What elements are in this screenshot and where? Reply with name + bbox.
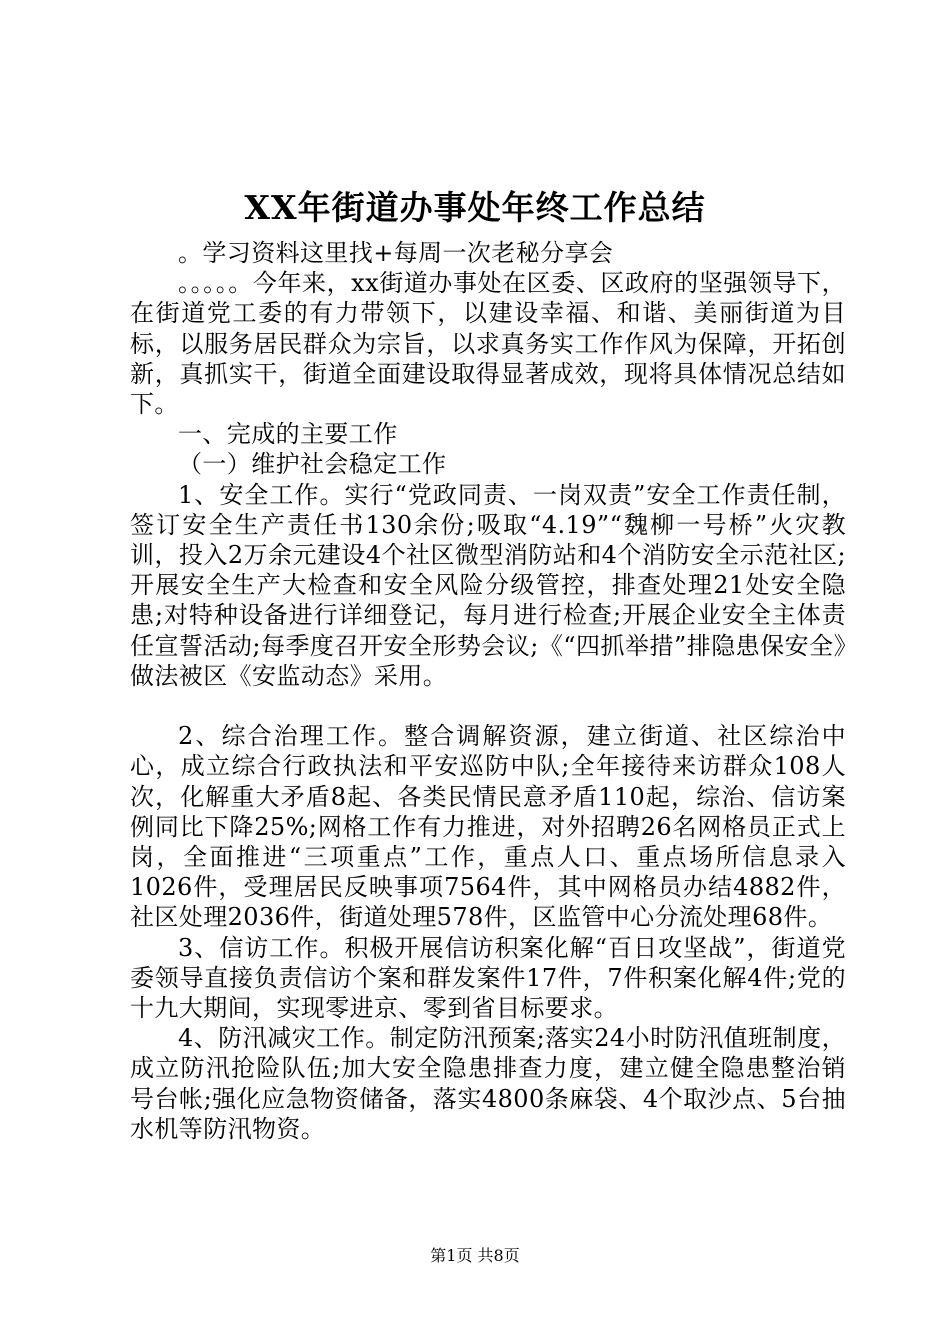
paragraph-intro-note: 。学习资料这里找+每周一次老秘分享会 (178, 239, 614, 267)
paragraph-flood-prevention: 4、防汛减灾工作。制定防汛预案;落实24小时防汛值班制度，成立防汛抢险队伍;加大安全隐患排查力度，建立健全隐患整治销号台帐;强化应急物资储备，落实4800条麻袋、4个取沙点、5台抽水机等防汛物资。 (130, 1024, 846, 1143)
paragraph-safety-work: 1、安全工作。实行“党政同责、一岗双责”安全工作责任制，签订安全生产责任书130余份;吸取“4.19”“魏柳一号桥”火灾教训，投入2万余元建设4个社区微型消防站和4个消防安全示范社区;开展安全生产大检查和安全风险分级管控，排查处理21处安全隐患;对特种设备进行详细登记，每月进行检查;开展企业安全主体责任宣誓活动;每季度召开安全形势会议;《“四抓举措”排隐患保安全》做法被区《安监动态》采用。 (130, 480, 846, 690)
document-title: XX年街道办事处年终工作总结 (244, 188, 706, 227)
paragraph-comprehensive-governance: 2、综合治理工作。整合调解资源，建立街道、社区综治中心，成立综合行政执法和平安巡防中队;全年接待来访群众108人次，化解重大矛盾8起、各类民情民意矛盾110起，综治、信访案例同比下降25%;网格工作有力推进，对外招聘26名网格员正式上岗，全面推进“三项重点”工作，重点人口、重点场所信息录入1026件，受理居民反映事项7564件，其中网格员办结4882件，社区处理2036件，街道处理578件，区监管中心分流处理68件。 (130, 722, 846, 932)
heading-social-stability: （一）维护社会稳定工作 (178, 450, 447, 479)
paragraph-summary: 。。。。。今年来，xx街道办事处在区委、区政府的坚强领导下，在街道党工委的有力带领下，以建设幸福、和谐、美丽街道为目标，以服务居民群众为宗旨，以求真务实工作作风为保障，开拓创新，真抓实干，街道全面建设取得显著成效，现将具体情况总结如下。 (130, 269, 846, 419)
paragraph-petition-work: 3、信访工作。积极开展信访积案化解“百日攻坚战”，街道党委领导直接负责信访个案和群发案件17件，7件积案化解4件;党的十九大期间，实现零进京、零到省目标要求。 (130, 933, 846, 1023)
heading-main-work: 一、完成的主要工作 (178, 420, 398, 449)
page-number-footer: 第1页 共8页 (430, 1246, 520, 1265)
document-body (130, 238, 846, 1144)
paragraph-blank (130, 691, 846, 721)
